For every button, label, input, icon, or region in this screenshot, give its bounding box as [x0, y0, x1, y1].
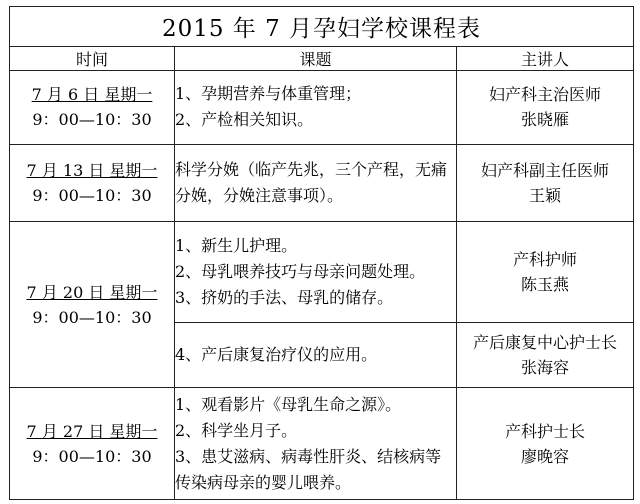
session-date: 7 月 27 日 星期一 [26, 421, 158, 441]
header-speaker: 主讲人 [457, 46, 634, 70]
session-speaker-3b [457, 323, 634, 388]
speaker-name: 张晓雁 [520, 110, 569, 130]
speaker-name: 张海容 [520, 358, 569, 378]
session-hours: 9：00—10：30 [32, 185, 152, 205]
topic-line: 4、产后康复治疗仪的应用。 [175, 345, 378, 365]
header-time: 时间 [10, 46, 175, 70]
session-time-3 [10, 222, 175, 388]
table-title: 2015 年 7 月孕妇学校课程表 [10, 7, 634, 47]
session-speaker-4 [457, 388, 634, 500]
topic-line: 2、科学坐月子。 [175, 420, 298, 440]
session-hours: 9：00—10：30 [32, 110, 152, 130]
session-date: 7 月 13 日 星期一 [26, 160, 158, 180]
topic-line: 1、孕期营养与体重管理； [175, 84, 362, 104]
speaker-role: 产科护师 [512, 250, 577, 270]
session-row-3a [10, 222, 634, 323]
topic-paragraph: 科学分娩（临产先兆，三个产程，无痛分娩，分娩注意事项）。 [175, 159, 448, 205]
speaker-name: 廖晚容 [520, 446, 569, 466]
topic-line: 2、母乳喂养技巧与母亲问题处理。 [175, 262, 426, 282]
session-hours: 9：00—10：30 [32, 307, 152, 327]
session-date: 7 月 20 日 星期一 [26, 282, 158, 302]
speaker-name: 陈玉燕 [520, 275, 569, 295]
session-time-4 [10, 388, 175, 500]
session-row-2 [10, 144, 634, 221]
speaker-role: 妇产科主治医师 [488, 85, 601, 105]
header-topic: 课题 [175, 46, 457, 70]
speaker-name: 王颖 [528, 185, 561, 205]
topic-line: 2、产检相关知识。 [175, 110, 314, 130]
header-row [10, 46, 634, 70]
speaker-role: 产科护士长 [504, 421, 585, 441]
session-hours: 9：00—10：30 [32, 446, 152, 466]
session-time-1 [10, 70, 175, 144]
session-row-4 [10, 388, 634, 500]
title-row [10, 7, 634, 47]
session-topic-3a [175, 222, 457, 323]
topic-paragraph: 3、患艾滋病、病毒性肝炎、结核病等传染病母亲的婴儿喂养。 [175, 446, 442, 492]
topic-line: 1、观看影片《母乳生命之源》。 [175, 394, 402, 414]
session-topic-3b [175, 323, 457, 388]
session-topic-1 [175, 70, 457, 144]
speaker-role: 产后康复中心护士长 [472, 333, 617, 353]
session-speaker-2 [457, 144, 634, 221]
session-row-1 [10, 70, 634, 144]
session-speaker-3a [457, 222, 634, 323]
session-date: 7 月 6 日 星期一 [31, 85, 153, 105]
session-topic-4 [175, 388, 457, 500]
topic-line: 1、新生儿护理。 [175, 236, 298, 256]
session-topic-2 [175, 144, 457, 221]
session-speaker-1 [457, 70, 634, 144]
course-schedule-table [9, 6, 634, 500]
speaker-role: 妇产科副主任医师 [480, 160, 609, 180]
topic-line: 3、挤奶的手法、母乳的储存。 [175, 288, 394, 308]
session-time-2 [10, 144, 175, 221]
